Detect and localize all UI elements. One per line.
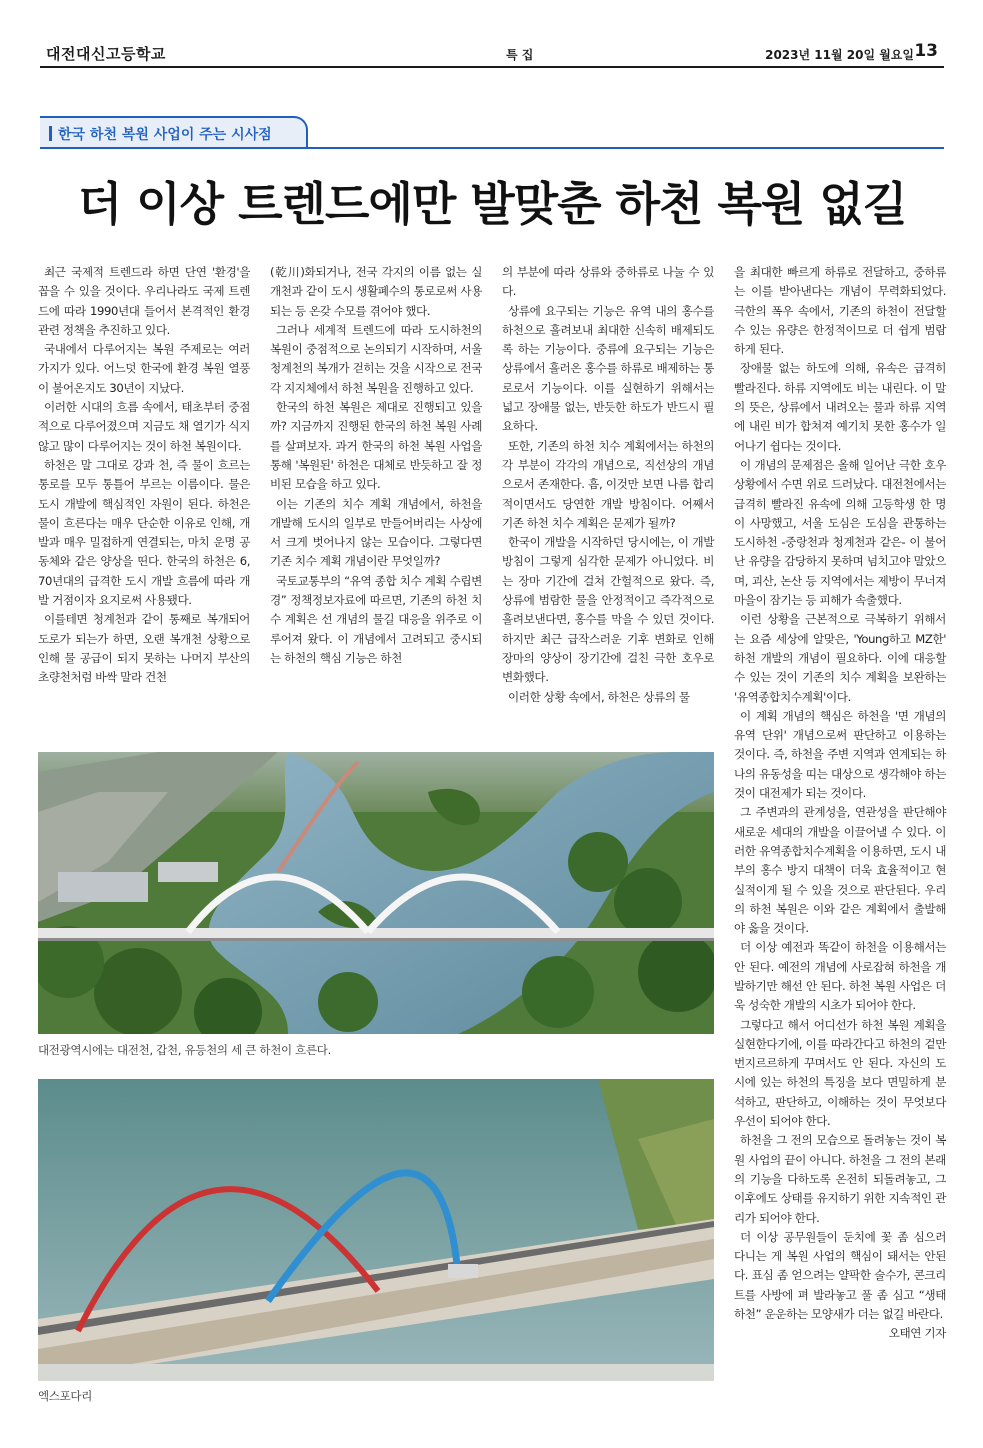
article-column-4 <box>734 263 946 1344</box>
article-column-2 <box>270 263 482 668</box>
paragraph: 더 이상 예전과 똑같이 하천을 이용해서는 안 된다. 예전의 개념에 사로잡혀 하천을 개발하기만 해선 안 된다. 하천 복원 사업은 더욱 성숙한 개발의 시초가 되어야 한다. <box>734 940 946 1013</box>
kicker-rule <box>40 147 944 149</box>
paragraph: 국내에서 다루어지는 복원 주제로는 여러 가지가 있다. 어느덧 한국에 환경 복원 열풍이 불어온지도 30년이 지났다. <box>38 342 250 395</box>
expo-bridge-photo <box>38 1079 714 1381</box>
paragraph: 의 부분에 따라 상류와 중하류로 나눌 수 있다. <box>502 265 714 299</box>
paragraph: 그 주변과의 관계성을, 연관성을 판단해야 새로운 세대의 개발을 이끌어낼 수 있다. 이러한 유역종합치수계획을 이용하면, 도시 내부의 홍수 방지 대책이 더욱 효율적이고 현실적이게 될 수 있을 것으로 판단된다. 우리의 하천 복원은 이와 같은 계획에서 출발해야 옳을 것이다. <box>734 805 946 936</box>
paragraph: 이는 기존의 치수 계획 개념에서, 하천을 개발해 도시의 일부로 만들어버리는 사상에서 크게 벗어나지 않는 모습이다. 그렇다면 기존 치수 계획 개념이란 무엇일까? <box>270 496 482 569</box>
paragraph: 장애물 없는 하도에 의해, 유속은 급격히 빨라진다. 하류 지역에도 비는 내린다. 이 말의 뜻은, 상류에서 내려오는 물과 하류 지역에 내린 비가 합쳐져 예기치 못한 홍수가 일어나기 쉽다는 것이다. <box>734 361 946 453</box>
photo-caption: 엑스포다리 <box>38 1389 93 1403</box>
article-column-1 <box>38 263 250 688</box>
expo-bridge-illustration <box>38 1079 714 1381</box>
paragraph: 을 최대한 빠르게 하류로 전달하고, 중하류는 이를 받아낸다는 개념이 무력화되었다. 극한의 폭우 속에서, 기존의 하천이 전달할 수 있는 유량은 한정적이므로 더 쉽게 범람하게 된다. <box>734 265 946 357</box>
paragraph: 상류에 요구되는 기능은 유역 내의 홍수를 하천으로 흘려보내 최대한 신속히 배제되도록 하는 기능이다. 중류에 요구되는 기능은 상류에서 흘러온 홍수를 하류로 배제하는 통로로서 기능이다. 이를 실현하기 위해서는 넓고 장애물 없는, 반듯한 하도가 반드시 필요하다. <box>502 303 714 434</box>
river-bridge-photo <box>38 752 714 1034</box>
paragraph: 한국이 개발을 시작하던 당시에는, 이 개발 방침이 그렇게 심각한 문제가 아니었다. 비는 장마 기간에 걸쳐 간헐적으로 왔다. 즉, 상류에 범람한 물을 안정적이고 즉각적으로 흘려보낸다면, 홍수를 막을 수 있던 것이다. 하지만 최근 급작스러운 기후 변화로 인해 장마의 양상이 장기간에 걸친 극한 호우로 변화했다. <box>502 535 714 685</box>
paragraph: 이러한 시대의 흐름 속에서, 태초부터 중점적으로 다루어졌으며 지금도 채 열기가 식지 않고 많이 다루어지는 것이 하천 복원이다. <box>38 400 250 453</box>
article-column-3 <box>502 263 714 707</box>
paragraph: 한국의 하천 복원은 제대로 진행되고 있을까? 지금까지 진행된 한국의 하천 복원 사례를 살펴보자. 과거 한국의 하천 복원 사업을 통해 '복원된' 하천은 대체로 반듯하고 잘 정비된 모습을 하고 있다. <box>270 400 482 492</box>
page-header <box>40 40 944 68</box>
paragraph: 이런 상황을 근본적으로 극복하기 위해서는 요즘 세상에 알맞은, 'Young하고 MZ한' 하천 개발의 개념이 필요하다. 이에 대응할 수 있는 것이 기존의 치수 계획을 보완하는 '유역종합치수계획'이다. <box>734 612 946 704</box>
reporter-byline: 오태연 기자 <box>888 1326 946 1341</box>
school-name: 대전대신고등학교 <box>46 45 166 63</box>
paragraph: 이러한 상황 속에서, 하천은 상류의 물 <box>508 689 690 704</box>
section-label: 특 집 <box>506 48 534 62</box>
kicker-bar <box>49 126 52 141</box>
paragraph: 더 이상 공무원들이 둔치에 꽃 좀 심으러 다니는 게 복원 사업의 핵심이 돼서는 안된다. 표심 좀 얻으려는 얄팍한 술수가, 콘크리트를 사방에 펴 발라놓고 풀 좀 심고 “생태하천” 운운하는 모양새가 더는 없길 바란다. <box>734 1229 946 1322</box>
paragraph: 또한, 기존의 하천 치수 계획에서는 하천의 각 부분이 각각의 개념으로, 직선상의 개념으로서 존재한다. 흠, 이것만 보면 나름 합리적이면서도 당연한 개발 방침이다. 어째서 기존 하천 치수 계획은 문제가 될까? <box>502 438 714 530</box>
paragraph: 하천을 그 전의 모습으로 돌려놓는 것이 복원 사업의 끝이 아니다. 하천을 그 전의 본래의 기능을 다하도록 온전히 되돌려놓고, 그 이후에도 상태를 유지하기 위한 지속적인 관리가 되어야 한다. <box>734 1133 946 1225</box>
paragraph: 최근 국제적 트렌드라 하면 단연 '환경'을 꼽을 수 있을 것이다. 우리나라도 국제 트렌드에 따라 1990년대 들어서 본격적인 환경 관련 정책을 추진하고 있다. <box>38 265 250 337</box>
paragraph: 그러나 세계적 트렌드에 따라 도시하천의 복원이 중점적으로 논의되기 시작하며, 서울 청계천의 복개가 걷히는 것을 시작으로 전국 각 지지체에서 하천 복원을 진행하고 있다. <box>270 322 482 395</box>
paragraph: 그렇다고 해서 어디선가 하천 복원 계획을 실현한다기에, 이를 따라간다고 하천의 겉만 번지르르하게 꾸며서도 안 된다. 자신의 도시에 있는 하천의 특징을 보다 면밀하게 분석하고, 판단하고, 이해하는 것이 무엇보다 우선이 되어야 한다. <box>734 1017 946 1129</box>
page-number: 13 <box>914 41 938 61</box>
paragraph: 하천은 말 그대로 강과 천, 즉 물이 흐르는 통로를 모두 통틀어 부르는 이름이다. 물은 도시 개발에 핵심적인 자원이 된다. 하천은 물이 흐른다는 매우 단순한 이유로 인해, 개발과 매우 밀접하게 연결되는, 마치 운명 공동체와 같은 양상을 띤다. 한국의 하천은 6, 70년대의 급격한 도시 개발 흐름에 따라 개발 거점이자 요지로써 사용됐다. <box>38 457 250 608</box>
article-kicker <box>40 116 308 148</box>
issue-date: 2023년 11월 20일 월요일 <box>765 48 914 62</box>
river-bridge-illustration <box>38 752 714 1034</box>
paragraph: 이 개념의 문제점은 올해 일어난 극한 호우 상황에서 수면 위로 드러났다. 대전천에서는 급격히 빨라진 유속에 의해 고등학생 한 명이 사망했고, 서울 도심은 도심을 관통하는 도시하천 -중랑천과 청계천과 같은- 이 불어난 유량을 감당하지 못하며 넘치고야 말았으며, 괴산, 논산 등 지역에서는 제방이 무너져 마을이 잠기는 등 피해가 속출했다. <box>734 457 946 608</box>
paragraph: 이 계획 개념의 핵심은 하천을 '면 개념의 유역 단위' 개념으로써 판단하고 이용하는 것이다. 즉, 하천을 주변 지역과 연계되는 하나의 유동성을 띠는 대상으로 생각해야 하는 것이 대전제가 되는 것이다. <box>734 708 946 801</box>
kicker-text: 한국 하천 복원 사업이 주는 시사점 <box>58 127 272 143</box>
paragraph: 이를테면 청계천과 같이 통째로 복개되어 도로가 되는가 하면, 오랜 복개천 상황으로 인해 물 공급이 되지 못하는 나머지 부산의 초량천처럼 바싹 말라 건천 <box>38 612 250 685</box>
article-headline: 더 이상 트렌드에만 발맞춘 하천 복원 없길 <box>77 177 907 231</box>
paragraph: 국토교통부의 “유역 종합 치수 계획 수립변경” 정책정보자료에 따르면, 기존의 하천 치수 계획은 선 개념의 물길 대응을 위주로 이루어져 왔다. 이 개념에서 고려되고 중시되는 하천의 핵심 기능은 하천 <box>270 573 482 665</box>
photo-caption: 대전광역시에는 대전천, 갑천, 유등천의 세 큰 하천이 흐른다. <box>38 1043 331 1057</box>
paragraph: (乾川)화되거나, 전국 각지의 이름 없는 실개천과 같이 도시 생활폐수의 통로로써 사용되는 등 온갖 수모를 겪어야 했다. <box>270 265 482 318</box>
